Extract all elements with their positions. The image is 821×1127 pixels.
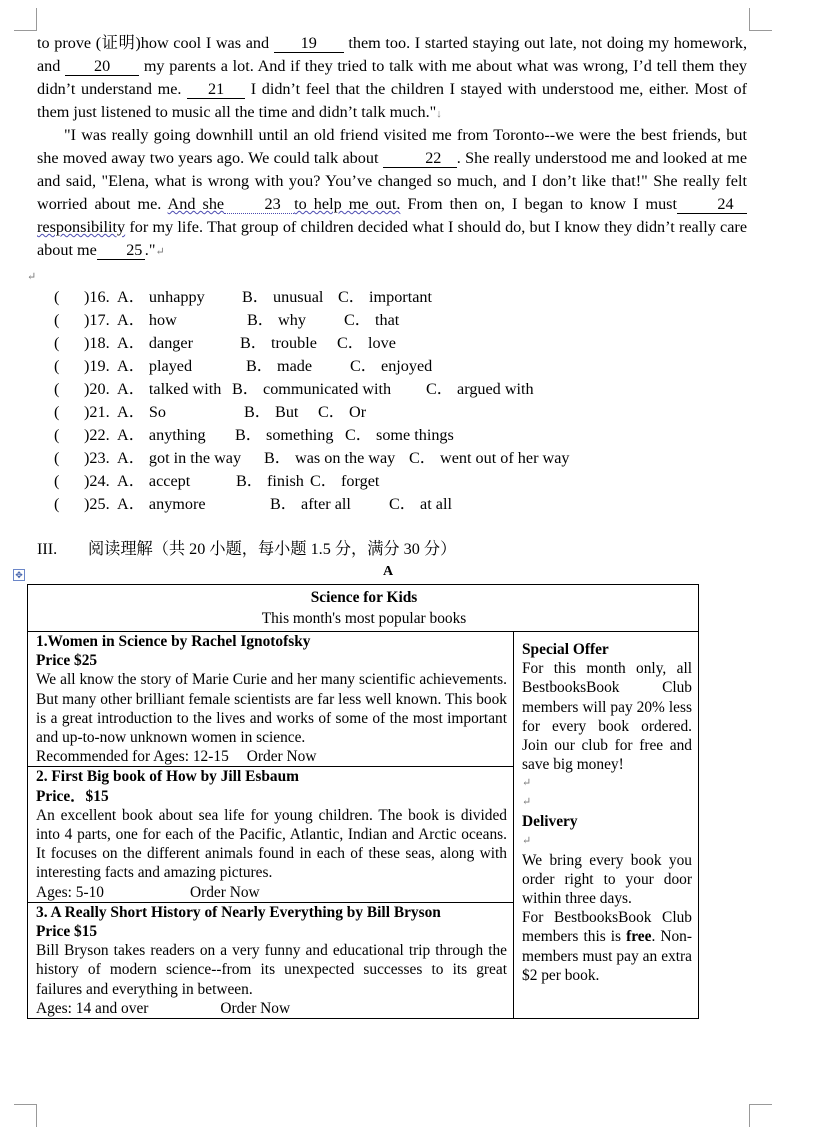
option-number: )17. xyxy=(84,311,110,329)
book-title: 1.Women in Science by Rachel Ignotofsky xyxy=(36,633,311,650)
table-move-handle-icon[interactable]: ✥ xyxy=(13,569,25,581)
passage-text: . She really understood me and looked at me and said, "Elena, what is wrong with you? You’ve changed so much, and I don’t like that!" She really felt worried about me. xyxy=(37,149,748,213)
book-ages: Recommended for Ages: 12-15 xyxy=(36,748,229,766)
delivery-text: . Non-members must pay an extra $2 per book. xyxy=(522,928,692,984)
ad-header xyxy=(28,585,699,632)
book-price: Price $25 xyxy=(36,652,98,670)
page-corner-mark xyxy=(14,8,37,31)
blank-19: 19 xyxy=(274,34,344,53)
book-ages-row xyxy=(36,999,507,1018)
paragraph-mark: ↵ xyxy=(522,796,532,809)
option-row xyxy=(54,355,654,378)
delivery-text: We bring every book you order right to your door within three days. xyxy=(522,851,692,908)
blank-20: 20 xyxy=(65,57,139,76)
book-ages-row xyxy=(36,883,507,902)
section-number: III. xyxy=(37,540,58,558)
option-a: A． played xyxy=(117,357,193,375)
order-now-link[interactable]: Order Now xyxy=(189,883,260,901)
option-b: B． made xyxy=(246,357,313,375)
option-number: )22. xyxy=(84,426,110,444)
option-paren: ( xyxy=(54,495,60,513)
option-row xyxy=(54,332,654,355)
option-paren: ( xyxy=(54,288,60,306)
option-a: A． got in the way xyxy=(117,449,242,467)
section-title: 阅读理解（共 20 小题，每小题 1.5 分，满分 30 分） xyxy=(88,540,457,558)
option-b: B． why xyxy=(247,311,306,329)
option-row xyxy=(54,286,654,309)
option-paren: ( xyxy=(54,311,60,329)
passage-paragraph-2 xyxy=(27,124,748,289)
option-paren: ( xyxy=(54,357,60,375)
option-row xyxy=(54,309,654,332)
option-b: B． communicated with xyxy=(232,380,392,398)
option-a: A． unhappy xyxy=(117,288,205,306)
delivery-title: Delivery xyxy=(522,813,578,831)
option-paren: ( xyxy=(54,380,60,398)
ad-subtitle: This month's most popular books xyxy=(261,610,467,627)
paragraph-mark: ↵ xyxy=(155,246,165,258)
section-heading xyxy=(37,538,456,561)
option-a: A． anything xyxy=(117,426,206,444)
option-a: A． So xyxy=(117,403,167,421)
option-c: C． enjoyed xyxy=(350,357,433,375)
option-number: )24. xyxy=(84,472,110,490)
option-paren: ( xyxy=(54,472,60,490)
option-b: B． was on the way xyxy=(264,449,396,467)
option-c: C． forget xyxy=(310,472,380,490)
book-description: An excellent book about sea life for young children. The book is divided into 4 parts, one for each of the Pacific, Atlantic, Indian and Arctic oceans. It focuses on the different animals found in each of these seas, along with interesting facts and amazing pictures. xyxy=(36,806,507,882)
blank-22: 22 xyxy=(383,149,457,168)
passage-text: ." xyxy=(144,241,156,259)
option-number: )20. xyxy=(84,380,110,398)
passage-text: for my life. That group of children decided what I should do, but I know they didn’t really care about me xyxy=(37,218,747,259)
option-b: B． after all xyxy=(270,495,351,513)
line-break-mark: ↓ xyxy=(436,108,442,120)
option-b: B． finish xyxy=(236,472,304,490)
option-a: A． how xyxy=(117,311,177,329)
option-c: C． important xyxy=(338,288,432,306)
page-corner-mark xyxy=(14,1104,37,1127)
book-ad-table xyxy=(27,584,699,1019)
option-paren: ( xyxy=(54,426,60,444)
option-a: A． anymore xyxy=(117,495,206,513)
order-now-link[interactable]: Order Now xyxy=(220,999,291,1017)
order-now-link[interactable]: Order Now xyxy=(246,748,317,766)
book-cell-1 xyxy=(28,632,514,767)
option-a: A． accept xyxy=(117,472,191,490)
option-row xyxy=(54,378,654,401)
passage-text: From then on, I began to know I must xyxy=(400,195,677,213)
paragraph-mark: ↵ xyxy=(27,271,37,283)
option-b: B． something xyxy=(235,426,334,444)
delivery-member-text xyxy=(522,908,692,985)
special-offer-text: For this month only, all BestbooksBook Club members will pay 20% less for every book ordered. Join our club for free and save big money! xyxy=(522,660,692,774)
paragraph-mark: ↵ xyxy=(522,834,532,847)
option-row xyxy=(54,401,654,424)
option-row xyxy=(54,447,654,470)
option-paren: ( xyxy=(54,334,60,352)
book-cell-2 xyxy=(28,767,514,902)
option-paren: ( xyxy=(54,449,60,467)
option-a: A． talked with xyxy=(117,380,222,398)
book-title: 2. First Big book of How by Jill Esbaum xyxy=(36,768,299,786)
option-number: )19. xyxy=(84,357,110,375)
option-b: B． trouble xyxy=(240,334,317,352)
option-row xyxy=(54,470,654,493)
blank-25: 25 xyxy=(97,241,145,260)
passage-text: them too. I started staying out late, not doing my homework, and xyxy=(37,34,747,75)
book-price: Price．$15 xyxy=(36,787,109,805)
option-a: A． danger xyxy=(117,334,193,352)
option-c: C． Or xyxy=(318,403,367,421)
passage-text: "I was really going downhill until an old friend visited me from Toronto--we were the best friends, but she moved away two years ago. We could talk about xyxy=(37,126,747,167)
page-corner-mark xyxy=(749,8,772,31)
ad-title: Science for Kids xyxy=(310,589,418,606)
option-row xyxy=(54,493,654,516)
delivery-text: For BestbooksBook Club members this is xyxy=(522,909,692,946)
option-c: C． that xyxy=(344,311,400,329)
passage-text: responsibility xyxy=(37,218,126,236)
special-offer-title: Special Offer xyxy=(522,641,609,658)
book-description: Bill Bryson takes readers on a very funny and educational trip through the history of modern science--from its unexpected successes to its great failures and everything in between. xyxy=(36,942,507,998)
option-c: C． went out of her way xyxy=(409,449,570,467)
option-c: C． some things xyxy=(345,426,454,444)
paragraph-mark: ↵ xyxy=(522,777,532,790)
answer-options xyxy=(54,286,654,516)
passage-text: to help me out. xyxy=(294,195,401,213)
option-number: )23. xyxy=(84,449,110,467)
option-b: B． unusual xyxy=(242,288,324,306)
page-corner-mark xyxy=(749,1104,772,1127)
option-c: C． argued with xyxy=(426,380,534,398)
book-price: Price $15 xyxy=(36,923,98,941)
blank-24: 24 xyxy=(677,195,747,214)
blank-21: 21 xyxy=(187,80,245,99)
book-cell-3 xyxy=(28,902,514,1018)
passage-text: my parents a lot. And if they tried to talk with me about what was wrong, I’d tell them they didn’t understand me. xyxy=(37,57,747,98)
book-title: 3. A Really Short History of Nearly Everything by Bill Bryson xyxy=(36,903,441,921)
blank-23: 23 xyxy=(224,195,294,214)
option-c: C． at all xyxy=(389,495,452,513)
passage-text: And she xyxy=(167,195,225,213)
option-c: C． love xyxy=(337,334,396,352)
passage-paragraph-1 xyxy=(37,32,747,126)
option-paren: ( xyxy=(54,403,60,421)
option-number: )25. xyxy=(84,495,110,513)
passage-text: I didn’t feel that the children I stayed with understood me, either. Most of them just listened to music all the time and didn’t talk much." xyxy=(37,80,747,121)
delivery-free: free xyxy=(626,928,652,946)
option-b: B． But xyxy=(244,403,299,421)
offer-sidebar xyxy=(514,632,699,1019)
option-number: )21. xyxy=(84,403,110,421)
book-ages: Ages: 14 and over xyxy=(36,999,149,1017)
book-ages-row xyxy=(36,747,507,766)
option-number: )16. xyxy=(84,288,110,306)
option-row xyxy=(54,424,654,447)
passage-text: to prove (证明)how cool I was and xyxy=(37,34,274,52)
option-number: )18. xyxy=(84,334,110,352)
part-label: A xyxy=(383,564,394,579)
book-ages: Ages: 5-10 xyxy=(36,883,104,901)
book-description: We all know the story of Marie Curie and her many scientific achievements. But many other brilliant female scientists are far less well known. This book is a great introduction to the lives and works of some of the most important and up-to-now unknown women in science. xyxy=(36,671,507,747)
